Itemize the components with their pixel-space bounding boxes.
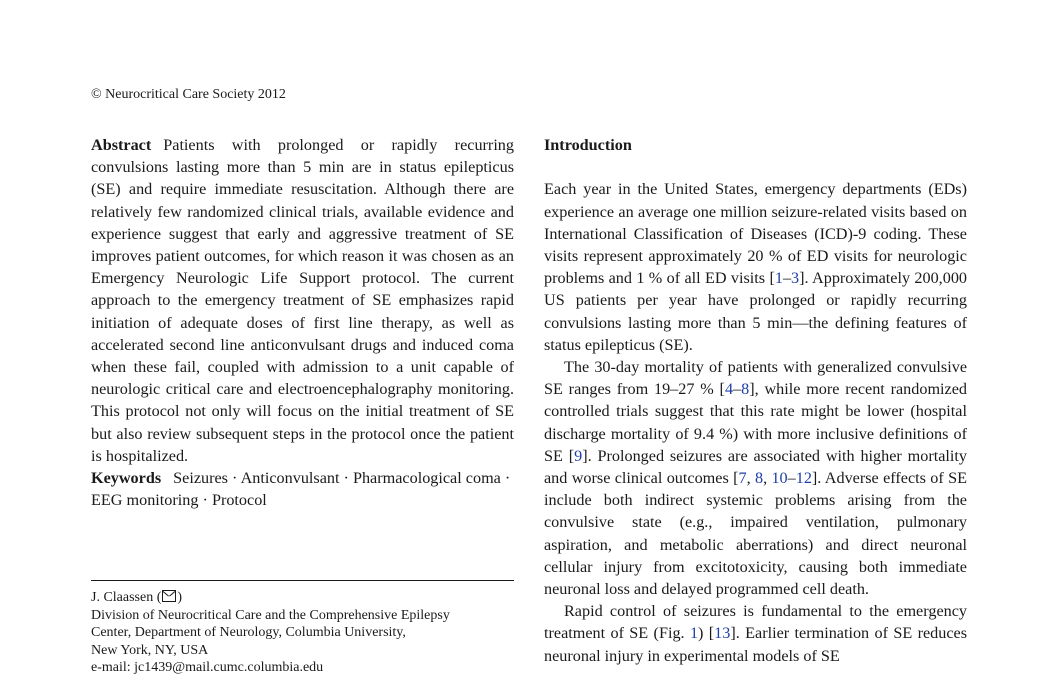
affiliation-line-2: Center, Department of Neurology, Columbia University, bbox=[91, 625, 406, 641]
intro-p1-text-b: ]. Approximately 200,000 US patients per year have prolonged or rapidly recurring convulsions lasting more than 5 min—the defining features of status epilepticus (SE). bbox=[544, 269, 968, 354]
citation-link[interactable]: 1 bbox=[774, 269, 783, 288]
intro-p3-text-a: Rapid control of seizures is fundamental to the emergency treatment of SE (Fig. bbox=[544, 602, 967, 643]
keywords-text: Seizures · Anticonvulsant · Pharmacological coma · EEG monitoring · Protocol bbox=[91, 469, 511, 510]
right-column bbox=[544, 134, 967, 667]
envelope-icon bbox=[162, 590, 176, 602]
citation-link[interactable]: 7 bbox=[738, 469, 747, 488]
intro-p2-text-a: The 30-day mortality of patients with generalized convulsive SE ranges from 19–27 % [ bbox=[544, 358, 967, 399]
citation-sep: , bbox=[746, 469, 755, 488]
figure-link[interactable]: 1 bbox=[689, 624, 699, 643]
author-name: J. Claassen ( bbox=[91, 590, 162, 605]
abstract-paragraph bbox=[91, 134, 514, 467]
citation-link[interactable]: 12 bbox=[795, 469, 812, 488]
author-paren: ) bbox=[177, 590, 183, 605]
intro-p1-text-a: Each year in the United States, emergency departments (EDs) experience an average one million seizure-related visits based on International Classification of Diseases (ICD)-9 coding. These visits represent approximately 20 % of ED visits for neurologic problems and 1 % of all ED visits [ bbox=[544, 180, 967, 288]
citation-sep: , bbox=[763, 469, 772, 488]
intro-paragraph-1 bbox=[544, 178, 967, 356]
citation-link[interactable]: 4 bbox=[724, 380, 734, 399]
abstract-text: Patients with prolonged or rapidly recurring convulsions lasting more than 5 min are in status epilepticus (SE) and require immediate resuscitation. Although there are relatively few randomized clinical trials, available evidence and experience suggest that early and aggressive treatment of SE improves patient outcomes, for which reason it was chosen as an Emergency Neurologic Life Support protocol. The current approach to the emergency treatment of SE emphasizes rapid initiation of adequate doses of first line therapy, as well as accelerated second line anticonvulsant drugs and induced coma when these fail, coupled with admission to a unit capable of neurologic critical care and electroencephalography monitoring. This protocol not only will focus on the initial treatment of SE but also review subsequent steps in the protocol once the patient is hospitalized. bbox=[91, 136, 514, 465]
intro-p2-text-b: ], while more recent randomized controlled trials suggest that this rate might be lower (hospital discharge mortality of 9.4 %) with more inclusive definitions of SE [ bbox=[544, 380, 968, 465]
email-label: e-mail: bbox=[91, 660, 131, 676]
intro-p3-text-b: ) [ bbox=[698, 624, 715, 643]
citation-dash: – bbox=[733, 380, 742, 399]
intro-p2-text-d: ]. Adverse effects of SE include both indirect systemic problems arising from the convulsive state (e.g., impaired ventilation, pulmonary aspiration, and metabolic aberrations) and direct neuronal cellular injury from excitotoxicity, causing both immediate neuronal loss and delayed programmed cell death. bbox=[544, 469, 967, 599]
left-column bbox=[91, 134, 514, 511]
keywords-label: Keywords bbox=[91, 469, 162, 488]
intro-paragraph-3 bbox=[544, 600, 967, 667]
intro-p3-text-c: ]. Earlier termination of SE reduces neuronal injury in experimental models of SE bbox=[544, 624, 968, 665]
citation-link[interactable]: 8 bbox=[741, 380, 750, 399]
affiliation-line-3: New York, NY, USA bbox=[91, 642, 209, 658]
affiliation-line-1: Division of Neurocritical Care and the Comprehensive Epilepsy bbox=[91, 607, 450, 623]
keywords-paragraph bbox=[91, 467, 514, 511]
intro-paragraph-2 bbox=[544, 356, 967, 600]
citation-link[interactable]: 10 bbox=[771, 469, 788, 488]
email-link[interactable]: jc1439@mail.cumc.columbia.edu bbox=[134, 660, 324, 676]
email-line bbox=[91, 659, 514, 677]
citation-dash: – bbox=[787, 469, 796, 488]
author-line bbox=[91, 589, 514, 607]
abstract-label: Abstract bbox=[91, 136, 152, 154]
citation-link[interactable]: 3 bbox=[791, 269, 800, 288]
citation-link[interactable]: 8 bbox=[754, 469, 764, 488]
citation-link[interactable]: 9 bbox=[574, 446, 583, 465]
citation-dash: – bbox=[782, 269, 792, 288]
intro-p2-text-c: ]. Prolonged seizures are associated with higher mortality and worse clinical outcomes [ bbox=[544, 446, 967, 488]
author-affiliation bbox=[91, 589, 514, 677]
footnote-rule bbox=[91, 580, 514, 581]
citation-link[interactable]: 13 bbox=[714, 624, 731, 643]
copyright-line: © Neurocritical Care Society 2012 bbox=[91, 87, 286, 102]
section-heading: Introduction bbox=[544, 136, 632, 154]
